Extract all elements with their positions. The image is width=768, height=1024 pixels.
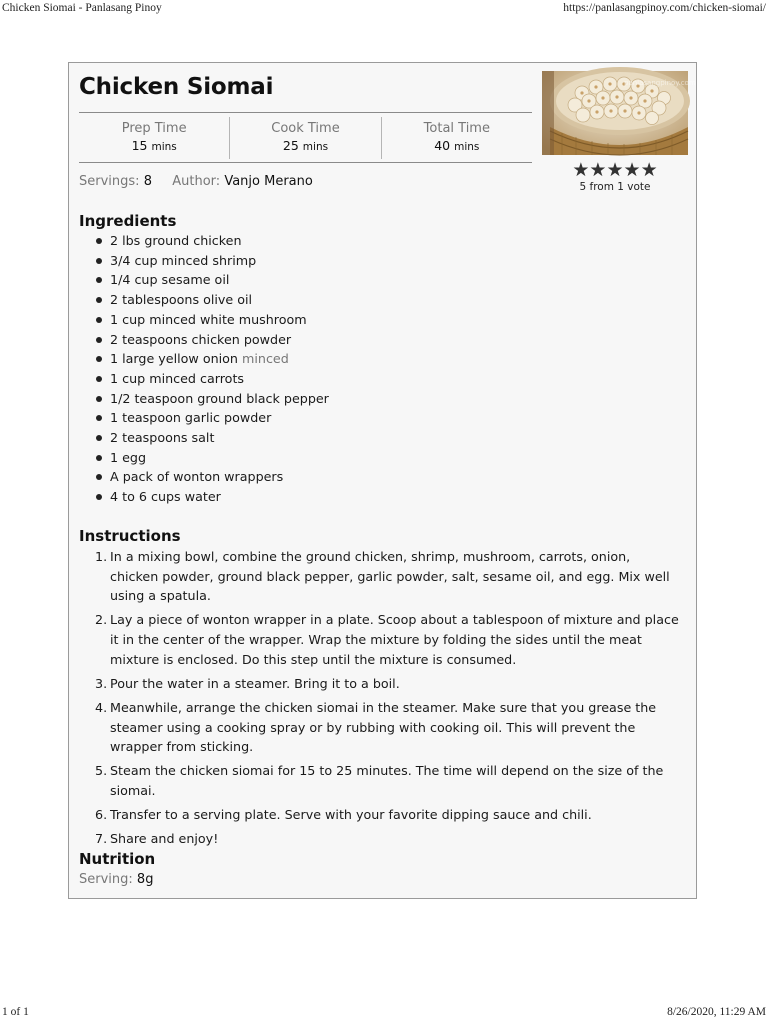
ingredient-item (79, 448, 639, 468)
print-page-title: Chicken Siomai - Panlasang Pinoy (2, 2, 162, 14)
bullet-icon (96, 455, 102, 461)
step-number: 4. (95, 699, 108, 715)
step-number: 7. (95, 831, 108, 847)
recipe-meta (79, 174, 313, 189)
ingredient-item (79, 349, 639, 369)
ingredient-text: 1 cup minced carrots (110, 370, 245, 386)
bullet-icon (96, 474, 102, 480)
instructions-heading: Instructions (79, 527, 181, 545)
ingredient-item (79, 330, 639, 350)
ingredient-text: 2 teaspoons salt (110, 430, 215, 446)
step-number: 3. (95, 675, 108, 691)
nutrition-serving (79, 872, 153, 887)
ingredient-item (79, 290, 639, 310)
ingredient-text: 1 egg (110, 449, 147, 465)
servings-label: Servings: (79, 174, 140, 189)
prep-time-unit: mins (151, 141, 177, 153)
ingredient-item (79, 251, 639, 271)
bullet-icon (96, 494, 102, 500)
recipe-card (68, 62, 697, 899)
total-time-label: Total Time (423, 121, 490, 136)
bullet-icon (96, 396, 102, 402)
bullet-icon (96, 277, 102, 283)
servings-value[interactable]: 8 (143, 174, 152, 189)
print-page-url: https://panlasangpinoy.com/chicken-siomai/ (563, 2, 766, 14)
bullet-icon (96, 337, 102, 343)
ingredient-item (79, 428, 639, 448)
step-number: 6. (95, 807, 108, 823)
star-icon[interactable]: ★ (623, 159, 641, 181)
instruction-step (79, 805, 679, 825)
step-number: 5. (95, 763, 108, 779)
bullet-icon (96, 415, 102, 421)
instruction-step (79, 547, 679, 606)
prep-time-label: Prep Time (121, 121, 187, 136)
ingredient-text: 2 lbs ground chicken (110, 233, 242, 248)
nutrition-serving-number: 8 (136, 872, 146, 887)
star-icon[interactable]: ★ (572, 159, 590, 181)
ingredients-heading: Ingredients (79, 212, 177, 230)
step-text: Transfer to a serving plate. Serve with your favorite dipping sauce and chili. (110, 807, 592, 823)
rating-stars[interactable] (542, 160, 688, 180)
prep-time-value (79, 137, 229, 156)
star-icon[interactable]: ★ (640, 159, 658, 181)
ingredient-text: A pack of wonton wrappers (110, 469, 284, 485)
nutrition-serving-label: Serving: (79, 872, 133, 887)
total-time-value (382, 137, 532, 156)
bullet-icon (96, 258, 102, 264)
ingredient-item (79, 487, 639, 507)
instruction-step (79, 761, 679, 800)
step-text: Lay a piece of wonton wrapper in a plate. Scoop about a tablespoon of mixture and place it in the center of the wrapper. Wrap the mixture by folding the sides until the meat mixture is enclosed. Do this step until the mixture is consumed. (110, 612, 679, 667)
bullet-icon (96, 356, 102, 362)
nutrition-serving-unit: g (145, 872, 154, 887)
ingredient-item (79, 310, 639, 330)
cook-time-value (230, 137, 380, 156)
instruction-step (79, 829, 679, 849)
instruction-step (79, 698, 679, 757)
ingredient-text: 1 large yellow onion (110, 351, 238, 367)
total-time-unit: mins (454, 141, 480, 153)
bullet-icon (96, 317, 102, 323)
times-top-divider (79, 112, 532, 113)
cook-time-label: Cook Time (271, 121, 340, 136)
ingredient-item (79, 270, 639, 290)
step-text: Steam the chicken siomai for 15 to 25 minutes. The time will depend on the size of the siomai. (110, 763, 664, 798)
prep-time (79, 117, 229, 159)
ingredient-text: 1/2 teaspoon ground black pepper (110, 390, 329, 406)
step-text: Meanwhile, arrange the chicken siomai in the steamer. Make sure that you grease the steamer using a cooking spray or by rubbing with cooking oil. This will prevent the wrapper from sticking. (110, 699, 657, 755)
rating-summary: 5 from 1 vote (579, 181, 651, 193)
prep-time-number: 15 (131, 138, 148, 153)
recipe-photo (542, 71, 696, 155)
ingredient-text: 4 to 6 cups water (110, 489, 221, 505)
ingredient-item (79, 408, 639, 428)
total-time (381, 117, 532, 159)
ingredient-text: 1 cup minced white mushroom (110, 311, 307, 327)
ingredient-text: 3/4 cup minced shrimp (110, 252, 257, 268)
ingredient-item (79, 369, 639, 389)
ingredient-text: 2 teaspoons chicken powder (110, 331, 292, 347)
instruction-step (79, 674, 679, 694)
cook-time (229, 117, 380, 159)
total-time-number: 40 (434, 138, 451, 153)
author-name: Vanjo Merano (224, 174, 313, 189)
recipe-times (79, 117, 532, 159)
step-text: In a mixing bowl, combine the ground chicken, shrimp, mushroom, carrots, onion, chicken powder, ground black pepper, garlic powder, salt, sesame oil, and egg. Mix well using a spatula. (110, 549, 670, 604)
author-label: Author: (172, 174, 221, 189)
print-datetime: 8/26/2020, 11:29 AM (667, 1006, 766, 1018)
bullet-icon (96, 376, 102, 382)
bullet-icon (96, 238, 102, 244)
print-footer (2, 1006, 766, 1020)
print-page-count: 1 of 1 (2, 1006, 29, 1018)
siomai-steamer-image (542, 71, 696, 155)
ingredient-text: 1 teaspoon garlic powder (110, 410, 272, 426)
star-icon[interactable]: ★ (606, 159, 624, 181)
step-text: Share and enjoy! (110, 831, 219, 847)
bullet-icon (96, 435, 102, 441)
recipe-title: Chicken Siomai (79, 74, 274, 100)
ingredient-text: 2 tablespoons olive oil (110, 292, 253, 308)
image-watermark: panlasangpinoy.com (624, 79, 696, 87)
times-bottom-divider (79, 162, 532, 163)
bullet-icon (96, 297, 102, 303)
cook-time-unit: mins (302, 141, 329, 153)
ingredient-item (79, 467, 639, 487)
cook-time-number: 25 (282, 138, 299, 153)
ingredient-item (79, 231, 639, 251)
step-text: Pour the water in a steamer. Bring it to a boil. (110, 675, 400, 691)
nutrition-serving-value (137, 872, 154, 887)
step-number: 2. (95, 612, 108, 628)
ingredient-text: 1/4 cup sesame oil (110, 272, 230, 288)
ingredient-item (79, 389, 639, 409)
ingredient-note: minced (242, 351, 289, 367)
instructions-list (79, 547, 679, 853)
step-number: 1. (95, 549, 108, 564)
nutrition-heading: Nutrition (79, 850, 156, 868)
instruction-step (79, 610, 679, 669)
star-icon[interactable]: ★ (589, 159, 607, 181)
ingredients-list (79, 231, 639, 507)
print-header (2, 2, 766, 16)
